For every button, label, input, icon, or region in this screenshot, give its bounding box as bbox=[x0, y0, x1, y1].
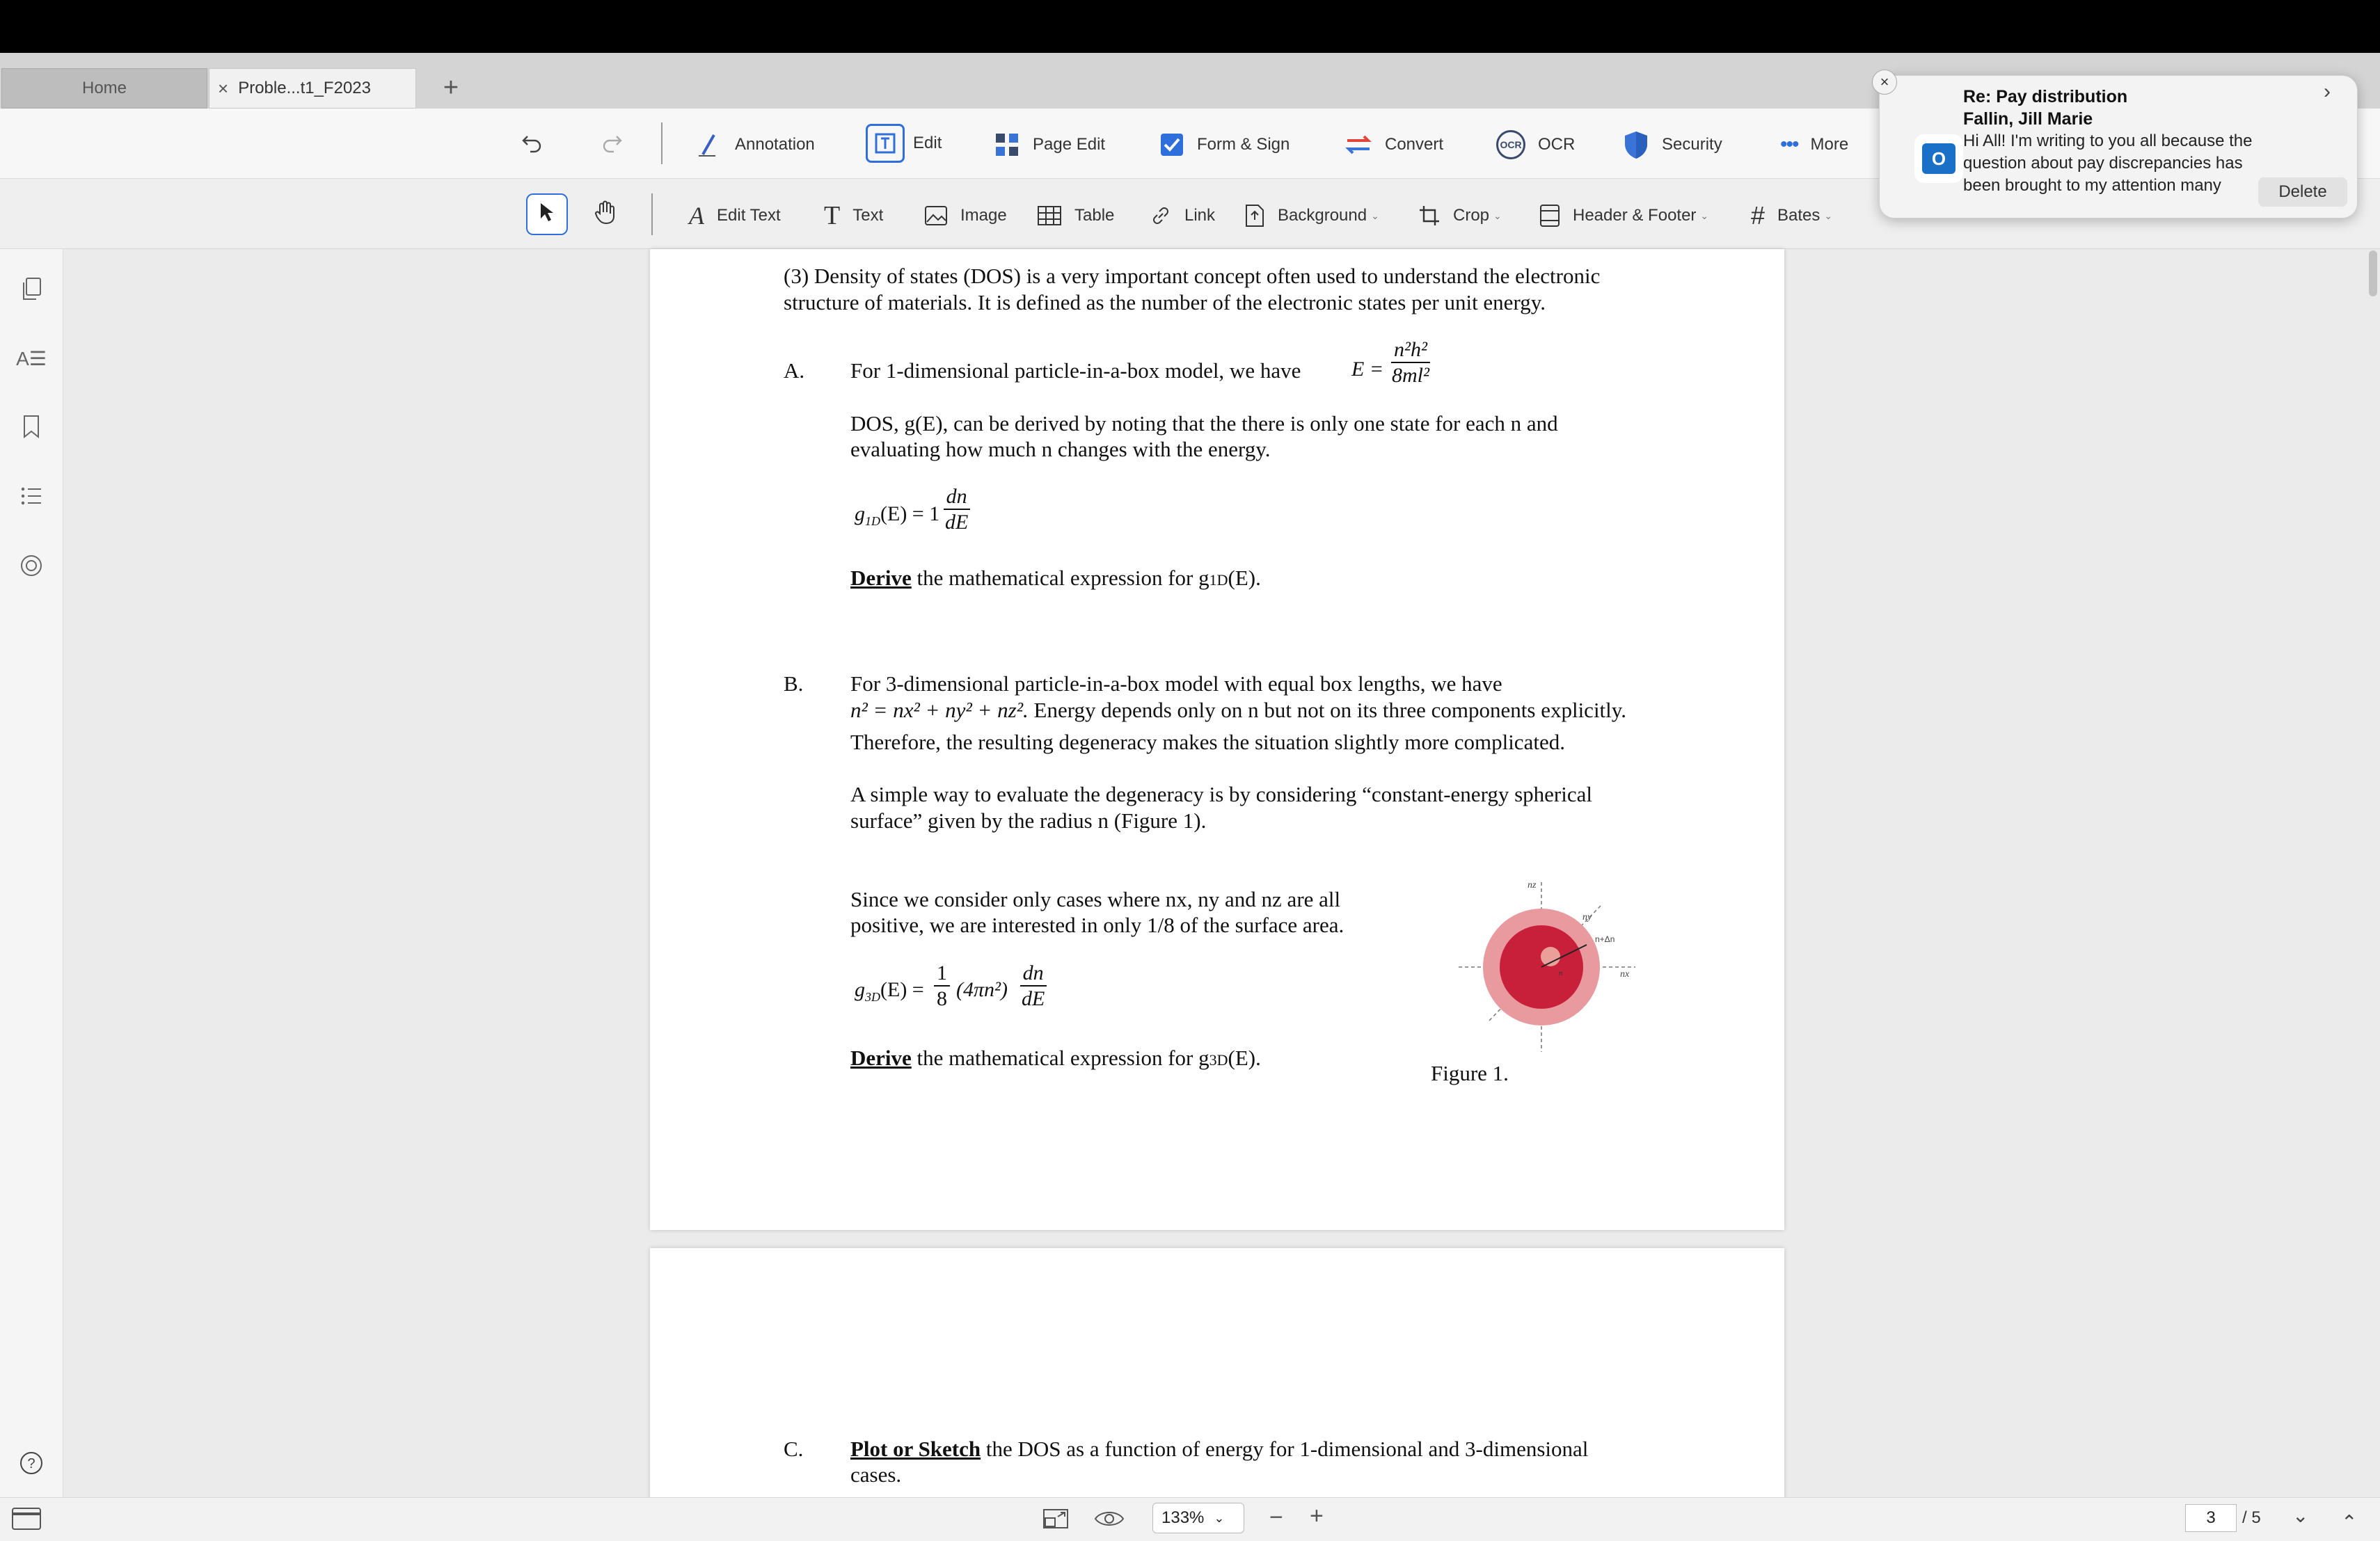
bates-label: Bates bbox=[1777, 206, 1820, 225]
energy-eq-numerator: n²h² bbox=[1391, 338, 1430, 363]
page-grid-icon bbox=[994, 131, 1020, 158]
zoom-in-button[interactable]: + bbox=[1310, 1503, 1324, 1529]
text-tool[interactable] bbox=[824, 195, 883, 237]
notification-body-line-3: been brought to my attention many bbox=[1963, 176, 2221, 195]
table-tool[interactable] bbox=[1037, 195, 1114, 237]
vertical-scrollbar[interactable] bbox=[2369, 250, 2377, 296]
n-delta-n-label: n+Δn bbox=[1595, 934, 1615, 944]
header-footer-tool[interactable] bbox=[1539, 195, 1708, 237]
convert-tool[interactable] bbox=[1344, 124, 1443, 166]
chevron-down-icon: ⌄ bbox=[1824, 209, 1833, 221]
g1d-equation bbox=[855, 502, 939, 529]
ocr-label: OCR bbox=[1538, 135, 1576, 154]
energy-eq-denominator: 8ml² bbox=[1392, 364, 1429, 387]
g1d-subscript: 1D bbox=[865, 514, 880, 528]
g3d-fraction bbox=[1019, 961, 1047, 1012]
intro-line-1: (3) Density of states (DOS) is a very important concept often used to understand the electronic bbox=[784, 264, 1601, 288]
annotation-tool[interactable] bbox=[695, 124, 815, 166]
section-b-line-2 bbox=[850, 697, 1626, 724]
outline-list-icon[interactable] bbox=[15, 480, 47, 512]
window-top-bar bbox=[0, 0, 2380, 53]
derive-end: (E). bbox=[1228, 1046, 1261, 1070]
tab-home-label: Home bbox=[81, 79, 127, 97]
derive-end: (E). bbox=[1228, 566, 1261, 590]
section-c-line-1 bbox=[850, 1436, 1588, 1462]
crop-tool[interactable] bbox=[1418, 195, 1502, 237]
undo-icon bbox=[521, 129, 544, 158]
notification-delete-button[interactable]: Delete bbox=[2258, 177, 2347, 207]
new-tab-button[interactable]: + bbox=[443, 72, 459, 102]
header-footer-icon bbox=[1539, 204, 1560, 227]
text-label: Text bbox=[852, 206, 884, 225]
eye-icon[interactable] bbox=[1094, 1507, 1125, 1531]
derive-keyword: Derive bbox=[850, 1046, 912, 1070]
g1d-fraction bbox=[942, 485, 971, 535]
section-a-para-1: DOS, g(E), can be derived by noting that the there is only one state for each n and bbox=[850, 411, 1558, 436]
g3d-paren-term: (4πn²) bbox=[956, 978, 1008, 1001]
page-edit-label: Page Edit bbox=[1033, 135, 1106, 154]
energy-eq-fraction bbox=[1389, 338, 1432, 388]
n-label: n bbox=[1559, 969, 1563, 977]
g3d-middle: (E) = bbox=[880, 978, 924, 1001]
select-tool[interactable] bbox=[526, 193, 568, 235]
g3d-numerator: dn bbox=[1020, 961, 1047, 987]
notification-sender: Fallin, Jill Marie bbox=[1963, 109, 2093, 129]
section-b-para3-line-2: positive, we are interested in only 1/8 of the surface area. bbox=[850, 913, 1344, 937]
redo-button[interactable] bbox=[600, 122, 624, 164]
section-a-para-2: evaluating how much n changes with the energy. bbox=[850, 437, 1271, 461]
edit-text-label: Edit Text bbox=[717, 206, 781, 225]
section-b-para2-line-1: A simple way to evaluate the degeneracy is by considering “constant-energy spherical bbox=[850, 782, 1592, 806]
hand-tool[interactable] bbox=[586, 193, 625, 235]
section-b-label: B. bbox=[784, 671, 804, 696]
table-icon bbox=[1037, 205, 1062, 226]
chevron-down-icon: ⌄ bbox=[1493, 209, 1502, 221]
g3d-denominator: dE bbox=[1022, 987, 1045, 1010]
redo-icon bbox=[600, 129, 624, 158]
sphere-figure bbox=[1454, 878, 1642, 1052]
edit-text-icon: A bbox=[689, 202, 704, 230]
crop-icon bbox=[1418, 205, 1441, 227]
link-label: Link bbox=[1184, 206, 1216, 225]
shield-icon bbox=[1623, 130, 1649, 159]
tab-document-label: Proble...t1_F2023 bbox=[238, 79, 371, 97]
g3d-equation bbox=[855, 978, 924, 1005]
security-tool[interactable] bbox=[1623, 124, 1722, 166]
header-footer-label: Header & Footer bbox=[1573, 206, 1697, 225]
link-tool[interactable] bbox=[1150, 195, 1215, 237]
pen-icon bbox=[695, 131, 722, 159]
outlook-icon bbox=[1914, 134, 1963, 183]
outlook-icon-letter: O bbox=[1922, 143, 1955, 174]
section-a-derive bbox=[850, 565, 1261, 593]
image-icon bbox=[924, 205, 948, 226]
g3d-eighth-fraction bbox=[934, 961, 950, 1012]
notification-body-line-1: Hi All! I'm writing to you all because the bbox=[1963, 131, 2253, 150]
section-a-text: For 1-dimensional particle-in-a-box model, we have bbox=[850, 358, 1301, 383]
notification-close-icon[interactable]: × bbox=[1872, 70, 1897, 95]
edit-label: Edit bbox=[913, 134, 942, 152]
section-c-line-1-rest: the DOS as a function of energy for 1-dimensional and 3-dimensional bbox=[981, 1437, 1589, 1461]
g3d-eighth-numerator: 1 bbox=[934, 961, 950, 987]
intro-line-2: structure of materials. It is defined as the number of the electronic states per unit energy. bbox=[784, 290, 1546, 314]
zoom-out-button[interactable]: − bbox=[1269, 1504, 1283, 1531]
cursor-icon bbox=[538, 202, 556, 227]
toolbar-divider bbox=[661, 122, 663, 164]
notification-title: Re: Pay distribution bbox=[1963, 87, 2128, 106]
section-b-line-3: Therefore, the resulting degeneracy makes the situation slightly more complicated. bbox=[850, 730, 1565, 754]
section-a-label: A. bbox=[784, 358, 805, 383]
edit-tool[interactable] bbox=[866, 122, 942, 164]
plot-sketch-keyword: Plot or Sketch bbox=[850, 1437, 981, 1461]
panel-toggle-icon[interactable] bbox=[11, 1507, 42, 1531]
svg-text:?: ? bbox=[27, 1456, 35, 1471]
form-sign-tool[interactable] bbox=[1159, 124, 1290, 166]
image-label: Image bbox=[960, 206, 1007, 225]
notification-body-line-2: question about pay discrepancies has bbox=[1963, 154, 2243, 173]
more-label: More bbox=[1810, 135, 1849, 154]
help-icon[interactable] bbox=[15, 1447, 47, 1479]
section-b-derive bbox=[850, 1045, 1261, 1073]
section-b-line-1: For 3-dimensional particle-in-a-box model with equal box lengths, we have bbox=[850, 671, 1502, 696]
g1d-symbol: g bbox=[855, 502, 865, 525]
edit-icon bbox=[866, 124, 905, 163]
energy-eq-lhs: E = bbox=[1351, 358, 1384, 381]
checkbox-icon bbox=[1159, 132, 1184, 157]
convert-icon bbox=[1344, 132, 1372, 157]
bates-tool[interactable] bbox=[1751, 195, 1832, 237]
section-c-label: C. bbox=[784, 1437, 804, 1461]
convert-label: Convert bbox=[1385, 135, 1444, 154]
mail-notification[interactable] bbox=[1879, 75, 2358, 218]
figure-caption: Figure 1. bbox=[1431, 1061, 1509, 1085]
document-page-next bbox=[650, 1248, 1784, 1526]
derive-text: the mathematical expression for g bbox=[911, 566, 1209, 590]
more-dots-icon: ••• bbox=[1780, 133, 1798, 156]
ocr-tool[interactable] bbox=[1496, 124, 1575, 166]
ocr-panel-icon[interactable] bbox=[15, 550, 47, 582]
page-edit-tool[interactable] bbox=[994, 124, 1105, 166]
g1d-denominator: dE bbox=[945, 511, 969, 534]
background-label: Background bbox=[1278, 206, 1367, 225]
g3d-subscript: 3D bbox=[865, 990, 880, 1004]
chevron-down-icon: ⌄ bbox=[1700, 209, 1709, 221]
bookmark-icon[interactable] bbox=[15, 410, 47, 442]
derive-text: the mathematical expression for g bbox=[911, 1046, 1209, 1070]
chevron-right-icon[interactable]: › bbox=[2324, 80, 2331, 103]
close-tab-icon[interactable]: × bbox=[218, 77, 229, 99]
section-b-para3-line-1: Since we consider only cases where nx, ny and nz are all bbox=[850, 887, 1341, 911]
hash-icon: # bbox=[1751, 201, 1766, 230]
undo-button[interactable] bbox=[521, 122, 544, 164]
chevron-down-icon: ⌄ bbox=[1214, 1510, 1225, 1525]
nx-label: nx bbox=[1620, 969, 1630, 980]
zoom-value: 133% bbox=[1161, 1508, 1205, 1527]
chevron-down-icon: ⌄ bbox=[1371, 209, 1379, 221]
image-tool[interactable] bbox=[924, 195, 1007, 237]
background-icon bbox=[1244, 204, 1265, 227]
g1d-numerator: dn bbox=[944, 485, 970, 510]
g1d-middle: (E) = 1 bbox=[880, 502, 940, 525]
ny-label: ny bbox=[1582, 912, 1592, 923]
derive-keyword: Derive bbox=[850, 566, 912, 590]
section-c-line-2: cases. bbox=[850, 1462, 902, 1487]
prev-page-chevron-up-icon[interactable]: ⌄ bbox=[2341, 1510, 2358, 1532]
g3d-symbol: g bbox=[855, 978, 865, 1001]
toolbar2-divider bbox=[651, 193, 653, 235]
more-tool[interactable] bbox=[1780, 124, 1848, 166]
section-b-line-2-rest: Energy depends only on n but not on its three components explicitly. bbox=[1028, 698, 1627, 722]
derive-subscript: 3D bbox=[1209, 1051, 1228, 1069]
derive-subscript: 1D bbox=[1209, 571, 1228, 589]
sphere-highlight bbox=[1541, 947, 1560, 966]
nz-label: nz bbox=[1528, 880, 1537, 891]
g3d-eighth-denominator: 8 bbox=[937, 987, 947, 1010]
security-label: Security bbox=[1662, 135, 1722, 154]
annotation-label: Annotation bbox=[735, 135, 815, 154]
page-number-input[interactable]: 3 bbox=[2185, 1504, 2237, 1532]
tab-document[interactable] bbox=[209, 68, 416, 109]
table-label: Table bbox=[1074, 206, 1115, 225]
crop-label: Crop bbox=[1453, 206, 1490, 225]
next-page-chevron-down-icon[interactable]: ⌄ bbox=[2292, 1505, 2309, 1526]
edit-text-tool[interactable] bbox=[689, 195, 781, 237]
link-icon bbox=[1150, 205, 1172, 227]
section-b-para2-line-2: surface” given by the radius n (Figure 1). bbox=[850, 808, 1207, 833]
tab-home[interactable] bbox=[1, 68, 207, 109]
background-tool[interactable] bbox=[1244, 195, 1379, 237]
hand-icon bbox=[594, 200, 617, 230]
fit-page-icon[interactable] bbox=[1042, 1507, 1072, 1531]
text-icon: T bbox=[824, 201, 841, 230]
page-total: / 5 bbox=[2242, 1508, 2261, 1527]
zoom-select[interactable] bbox=[1152, 1503, 1244, 1533]
pages-icon[interactable] bbox=[15, 273, 47, 305]
form-sign-label: Form & Sign bbox=[1197, 135, 1290, 154]
text-format-icon[interactable]: A☰ bbox=[16, 347, 47, 369]
ocr-icon: OCR bbox=[1496, 130, 1525, 159]
n-squared-equation: n² = nx² + ny² + nz². bbox=[850, 698, 1029, 722]
